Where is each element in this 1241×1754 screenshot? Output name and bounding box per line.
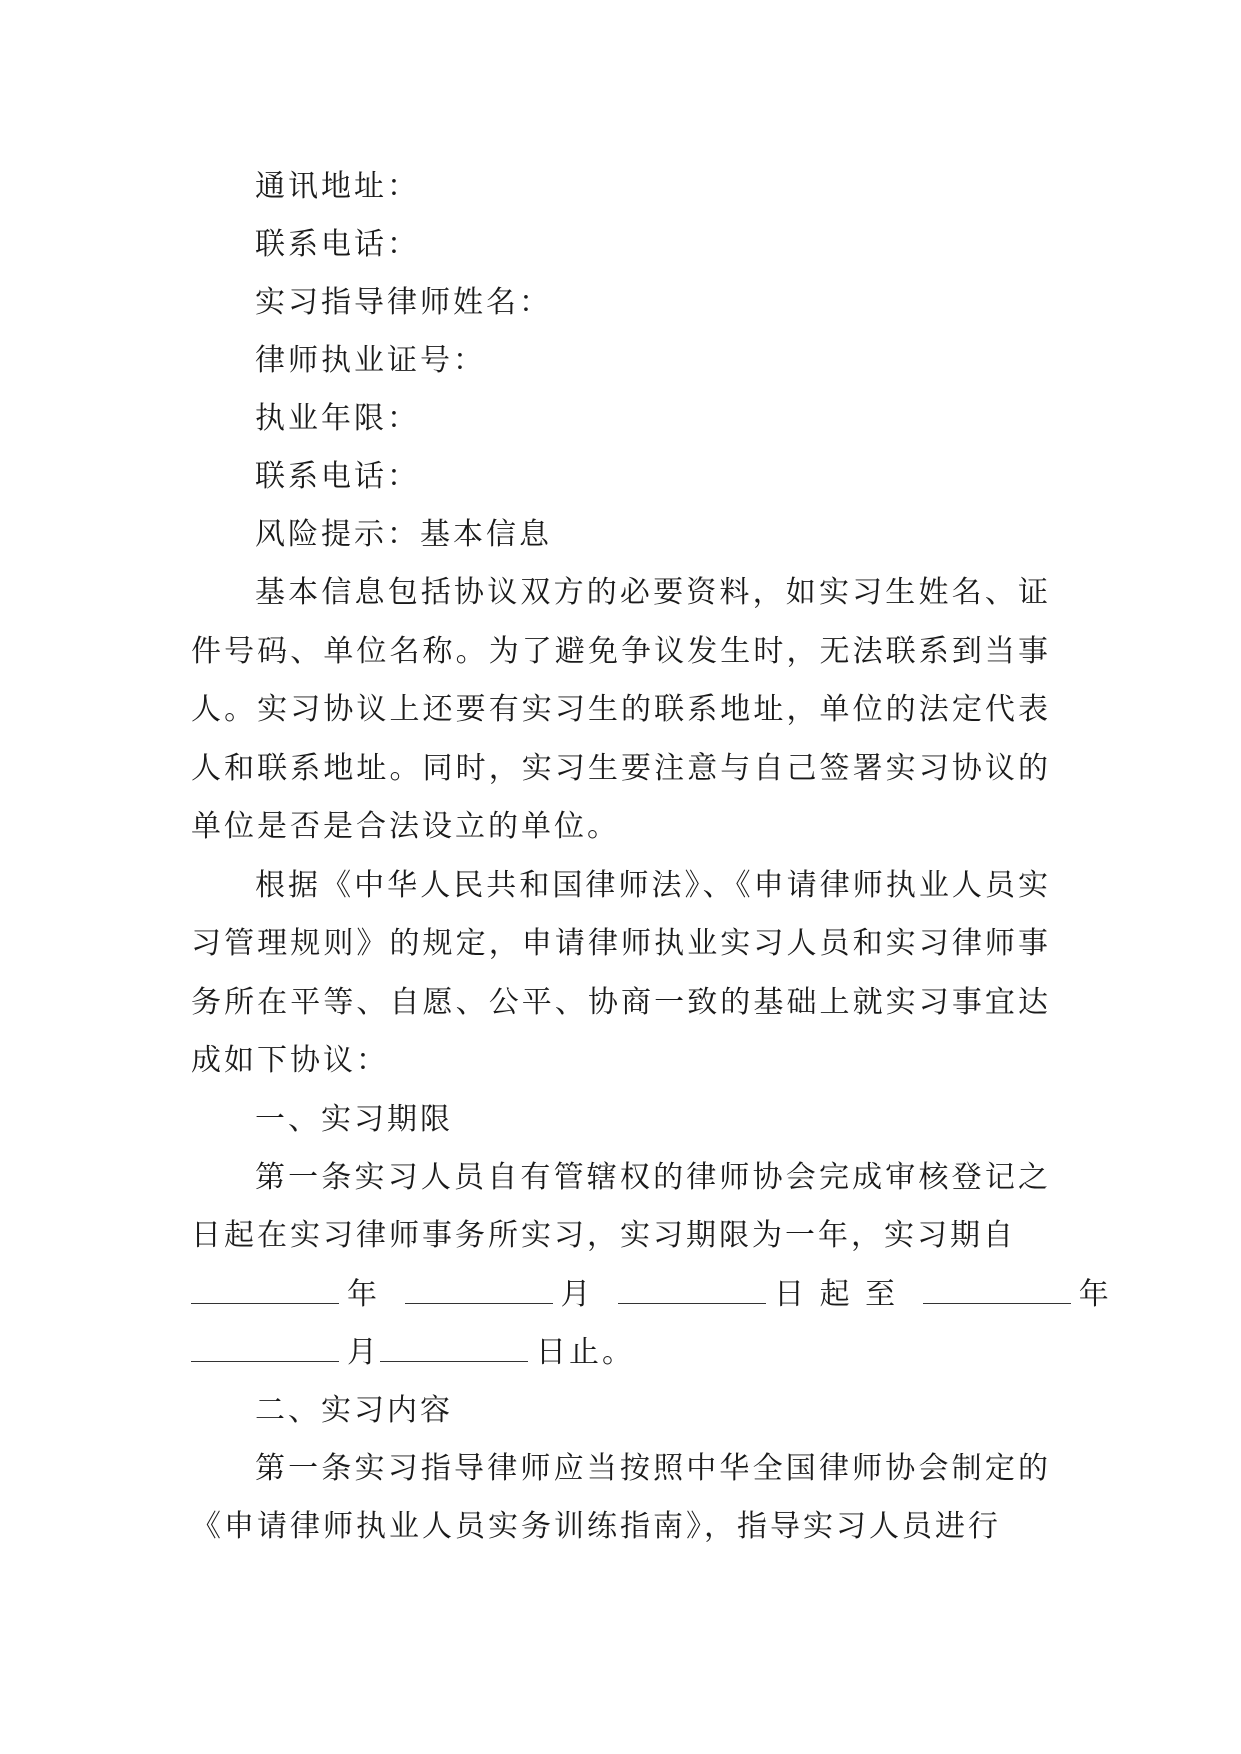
start-year-label: 年 (347, 1276, 380, 1312)
start-month-blank[interactable] (405, 1281, 553, 1304)
start-day-label: 日 起 至 (774, 1276, 899, 1312)
end-day-blank[interactable] (380, 1339, 528, 1362)
field-phone: 联系电话： (255, 227, 420, 262)
internship-period-end-row (191, 1324, 1051, 1382)
section-2-clause: 第一条实习指导律师应当按照中华全国律师协会制定的《申请律师执业人员实务训练指南》，指导实习人员进行 (191, 1450, 1051, 1544)
section-1-heading: 一、实习期限 (255, 1101, 453, 1137)
field-address: 通讯地址： (255, 169, 420, 204)
end-year-blank[interactable] (923, 1281, 1071, 1304)
start-day-blank[interactable] (618, 1281, 766, 1304)
end-day-label: 日止。 (536, 1334, 635, 1370)
field-practice-years: 执业年限： (255, 401, 420, 436)
risk-tip-heading: 风险提示：基本信息 (255, 517, 552, 552)
field-mentor-name: 实习指导律师姓名： (255, 285, 552, 320)
start-year-blank[interactable] (191, 1281, 339, 1304)
internship-period-dates-row (191, 1266, 1112, 1324)
end-month-label: 月 (347, 1334, 380, 1370)
document-body (191, 158, 1112, 1557)
end-year-label: 年 (1078, 1276, 1112, 1312)
risk-tip-paragraph: 基本信息包括协议双方的必要资料，如实习生姓名、证件号码、单位名称。为了避免争议发生时，无法联系到当事人。实习协议上还要有实习生的联系地址，单位的法定代表人和联系地址。同时，实习生要注意与自己签署实习协议的单位是否是合法设立的单位。 (191, 575, 1051, 844)
start-month-label: 月 (560, 1276, 594, 1312)
field-mentor-phone: 联系电话： (255, 459, 420, 494)
preamble-paragraph: 根据《中华人民共和国律师法》、《申请律师执业人员实习管理规则》的规定，申请律师执业实习人员和实习律师事务所在平等、自愿、公平、协商一致的基础上就实习事宜达成如下协议： (191, 867, 1051, 1078)
end-month-blank[interactable] (191, 1339, 339, 1362)
field-license-number: 律师执业证号： (255, 343, 486, 378)
section-1-clause: 第一条实习人员自有管辖权的律师协会完成审核登记之日起在实习律师事务所实习，实习期限为一年，实习期自 (191, 1159, 1051, 1253)
section-2-heading: 二、实习内容 (255, 1392, 453, 1428)
